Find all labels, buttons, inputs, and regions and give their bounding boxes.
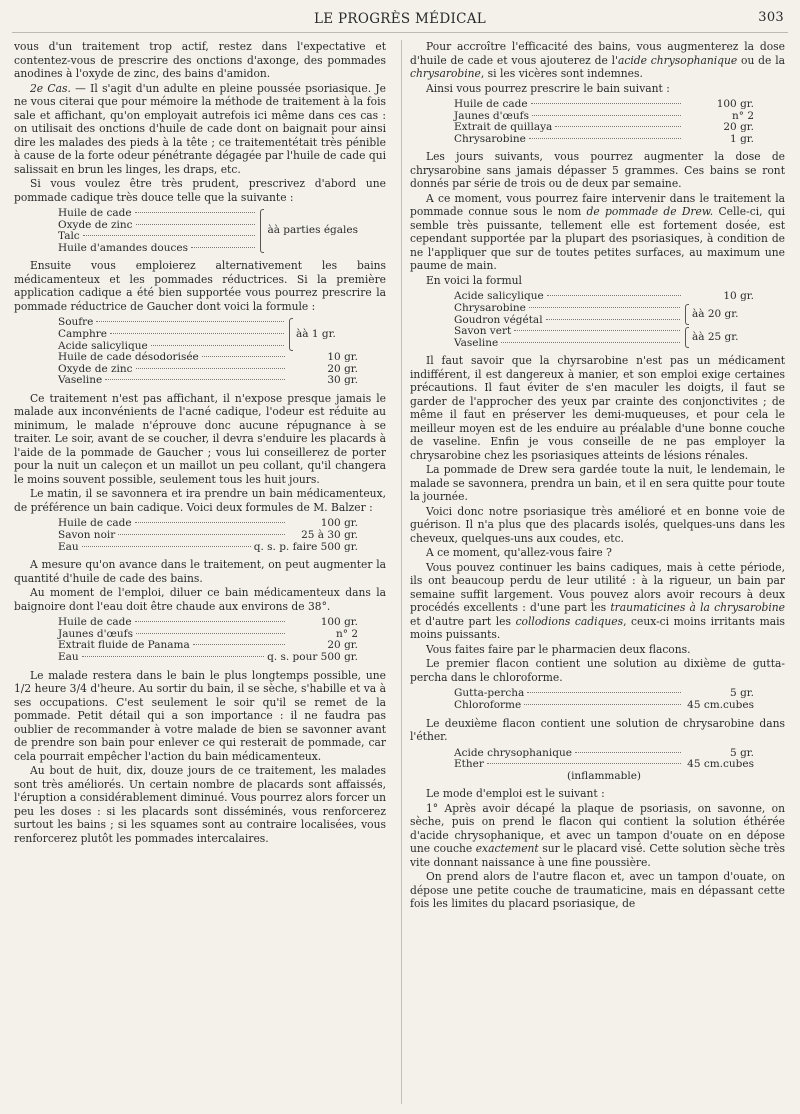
ingredient: Goudron végétal — [454, 313, 543, 326]
ingredient: Camphre — [58, 327, 107, 340]
paragraph: A mesure qu'on avance dans le traitement, on peut augmenter la quantité d'huile de cade des bains. — [14, 558, 386, 585]
quantity: 30 gr. — [327, 374, 358, 387]
prescription-balzer-2 — [58, 617, 358, 663]
paragraph: Le matin, il se savonnera et ira prendre un bain médicamenteux, de préférence un bain cadique. Voici deux formules de M. Balzer : — [14, 487, 386, 514]
quantity: 5 gr. — [730, 746, 754, 759]
column-divider — [401, 40, 402, 1104]
paragraph: 1° Après avoir décapé la plaque de psoriasis, on savonne, on sèche, puis on prend le flacon qui contient la solution éthérée d'acide chrysophanique, et avec un tampon d'ouate on en dépose une couche exactement sur le placard visé. Cette solution sèche très vite donnant naissance à une fine poussière. — [410, 801, 785, 869]
ingredient: Talc — [58, 230, 80, 243]
paragraph: A ce moment, qu'allez-vous faire ? — [426, 546, 612, 560]
paragraph: Le deuxième flacon contient une solution de chrysarobine dans l'éther. — [410, 716, 785, 744]
quantity: q. s. pour 500 gr. — [267, 651, 358, 663]
quantity: 20 gr. — [327, 639, 358, 652]
quantity: 20 gr. — [327, 362, 358, 375]
paragraph: vous d'un traitement trop actif, restez dans l'expectative et contentez-vous de prescrire des onctions d'axonge, des pommades anodines à l'oxyde de zinc, des bains d'amidon. — [14, 40, 386, 80]
ingredient: Huile d'amandes douces — [58, 241, 188, 254]
ingredient: Eau — [58, 651, 79, 663]
case-label: 2e Cas. — [30, 81, 71, 95]
quantity: àà 20 gr. — [692, 307, 739, 320]
paragraph: Ensuite vous emploierez alternativement les bains médicamenteux et les pommades réductrices. Si la première application cadique a été bien supportée vous pourrez prescrire la pommade réductrice de Gaucher dont voici la formule : — [14, 259, 386, 313]
ingredient: Oxyde de zinc — [58, 362, 133, 375]
paragraph: Vous faites faire par le pharmacien deux flacons. — [426, 642, 691, 656]
ingredient: Huile de cade désodorisée — [58, 351, 199, 364]
ingredient: Extrait de quillaya — [454, 121, 553, 134]
paragraph: Au moment de l'emploi, diluer ce bain médicamenteux dans la baignoire dont l'eau doit être chaude aux environs de 38°. — [14, 586, 386, 613]
paragraph: La pommade de Drew sera gardée toute la nuit, le lendemain, le malade se savonnera, prendra un bain, et il en sera quitte pour toute la journée. — [410, 463, 785, 504]
page-number: 303 — [758, 10, 784, 25]
quantity: 100 gr. — [320, 517, 358, 530]
paragraph: Le premier flacon contient une solution au dixième de gutta-percha dans le chloroforme. — [410, 657, 785, 684]
flammable-note: (inflammable) — [566, 769, 642, 782]
quantity: àà 25 gr. — [692, 330, 739, 343]
quantity: 25 à 30 gr. — [301, 529, 358, 542]
quantity: 100 gr. — [716, 98, 754, 110]
paragraph: Les jours suivants, vous pourrez augmenter la dose de chrysarobine sans jamais dépasser 5 grammes. Ces bains se ront donnés par série de trois ou de deux par semaine. — [410, 150, 785, 191]
quantity: 10 gr. — [327, 351, 358, 364]
quantity: 5 gr. — [730, 687, 754, 700]
ingredient: Acide salicylique — [58, 339, 148, 352]
ingredient: Acide chrysophanique — [454, 746, 572, 759]
quantity: q. s. p. faire 500 gr. — [253, 540, 358, 553]
ingredient: Chloroforme — [454, 698, 522, 711]
paragraph: Le mode d'emploi est le suivant : — [426, 787, 605, 801]
ingredient: Vaseline — [58, 374, 103, 387]
ingredient: Ether — [454, 758, 484, 771]
prescription-gaucher — [58, 317, 358, 387]
prescription-bath — [454, 99, 754, 145]
quantity: 1 gr. — [730, 132, 754, 145]
ingredient: Huile de cade — [58, 207, 132, 219]
ingredient: Savon noir — [58, 529, 116, 542]
quantity: n° 2 — [335, 627, 358, 640]
paragraph: On prend alors de l'autre flacon et, avec un tampon d'ouate, on dépose une petite couche de traumaticine, mais en dépassant cette fois les limites du placard psoriasique, de — [410, 870, 785, 911]
quantity: 20 gr. — [723, 121, 754, 134]
page-header — [12, 6, 788, 33]
ingredient: Huile de cade — [58, 616, 132, 629]
ingredient: Huile de cade — [454, 98, 528, 110]
paragraph: A ce moment, vous pourrez faire intervenir dans le traitement la pommade connue sous le nom de pommade de Drew. Celle-ci, qui semble très puissante, tellement elle est fortement dosée, est cependant supportée par la plupart des psoriasiques, à condition de ne l'appliquer que sur de toutes petites surfaces, au maximum une paume de main. — [410, 191, 785, 273]
journal-title: LE PROGRÈS MÉDICAL — [313, 11, 487, 27]
quantity: 45 cm.cubes — [687, 698, 754, 711]
paragraph: En voici la formul — [426, 273, 522, 287]
ingredient: Acide salicylique — [454, 290, 544, 303]
quantity: àà parties égales — [267, 224, 358, 237]
paragraph: Ce traitement n'est pas affichant, il n'expose presque jamais le malade aux inconvénients de l'acné cadique, l'odeur est réduite au minimum, le malade n'éprouve donc aucune répugnance à se traiter. Le soir, avant de se coucher, il devra s'enduire les placards à l'aide de la pommade de Gaucher ; vous lui conseillerez de porter pour la nuit un caleçon et un maillot un peu collant, qu'il changera le moins souvent possible, seulement tous les huit jours. — [14, 391, 386, 486]
ingredient: Jaunes d'œufs — [58, 627, 133, 640]
ingredient: Chrysarobine — [454, 132, 526, 145]
quantity: n° 2 — [731, 109, 754, 122]
ingredient: Chrysarobine — [454, 301, 526, 314]
ingredient: Vaseline — [454, 336, 499, 349]
prescription-flacon-2 — [454, 748, 754, 783]
paragraph: Voici donc notre psoriasique très amélioré et en bonne voie de guérison. Il n'a plus que des placards isolés, quelques-uns dans les cheveux, quelques-uns aux coudes, etc. — [410, 504, 785, 545]
paragraph: Pour accroître l'efficacité des bains, vous augmenterez la dose d'huile de cade et vous ajouterez de l'acide chrysophanique ou de la chrysarobine, si les vicères sont indemnes. — [410, 40, 785, 80]
prescription-cadique — [58, 208, 358, 254]
paragraph: Vous pouvez continuer les bains cadiques, mais à cette période, ils ont beaucoup perdu de leur utilité : à la rigueur, un bain par semaine suffit largement. Vous pouvez alors avoir recours à deux procédés excellents : d'une part les traumaticines à la chrysarobine et d'autre part les collodions cadiques, ceux-ci moins irritants mais moins puissants. — [410, 560, 785, 642]
ingredient: Savon vert — [454, 325, 512, 338]
ingredient: Huile de cade — [58, 517, 132, 530]
prescription-flacon-1 — [454, 688, 754, 711]
quantity: 10 gr. — [723, 290, 754, 303]
ingredient: Jaunes d'œufs — [454, 109, 529, 122]
ingredient: Oxyde de zinc — [58, 218, 133, 231]
quantity: àà 1 gr. — [296, 327, 336, 340]
paragraph: 2e Cas. — Il s'agit d'un adulte en pleine poussée psoriasique. Je ne vous citerai que pour mémoire la méthode de traitement à la fois sale et affichant, qu'on employait autrefois ici même dans ces cas : on utilisait des onctions d'huile de cade dont on baignait pour ainsi dire les malades des pieds à la tête ; ce traitementétait très pénible à cause de la forte odeur pénétrante dégagée par l'huile de cade qui salissait en brun les linges, les draps, etc. — [14, 81, 386, 176]
ingredient: Soufre — [58, 316, 94, 329]
prescription-drew — [454, 291, 754, 349]
quantity: 45 cm.cubes — [687, 758, 754, 771]
right-column — [410, 40, 785, 1108]
paragraph: Si vous voulez être très prudent, prescrivez d'abord une pommade cadique très douce telle que la suivante : — [14, 177, 386, 204]
left-column — [14, 40, 386, 1108]
ingredient: Extrait fluide de Panama — [58, 639, 190, 652]
quantity: 100 gr. — [320, 616, 358, 629]
paragraph: Ainsi vous pourrez prescrire le bain suivant : — [426, 81, 670, 95]
ingredient: Gutta-percha — [454, 687, 525, 700]
prescription-balzer-1 — [58, 518, 358, 553]
paragraph: Au bout de huit, dix, douze jours de ce traitement, les malades sont très améliorés. Un certain nombre de placards sont affaissés, l'éruption a considérablement diminué. Vous pourrez alors forcer un peu les doses : si les placards sont disséminés, vous renforcerez surtout les bains ; si les squames sont au contraire localisées, vous renforcerez plutôt les pommades intercalaires. — [14, 764, 386, 845]
paragraph: Le malade restera dans le bain le plus longtemps possible, une 1/2 heure 3/4 d'heure. Au sortir du bain, il se sèche, s'habille et va à ses occupations. C'est seulement le soir qu'il se remet de la pommade. Petit détail qui a son importance : il ne faudra pas oublier de recommander à votre malade de bien se savonner avant de prendre son bain pour enlever ce qui resterait de pommade, car cela pourrait empêcher l'action du bain médicamenteux. — [14, 668, 386, 763]
paragraph: Il faut savoir que la chyrsarobine n'est pas un médicament indifférent, il est dangereux à manier, et son emploi exige certaines précautions. Il faut éviter de s'en maculer les doigts, il faut se garder de l'approcher des yeux par crainte des conjonctivites ; de même il faut en préserver les demi-muqueuses, et pour cela le meilleur moyen est de les enduire au préalable d'une bonne couche de vaseline. Enfin je vous conseille de ne pas employer la chrysarobine chez les psoriasiques atteints de lésions rénales. — [410, 354, 785, 462]
ingredient: Eau — [58, 540, 79, 553]
